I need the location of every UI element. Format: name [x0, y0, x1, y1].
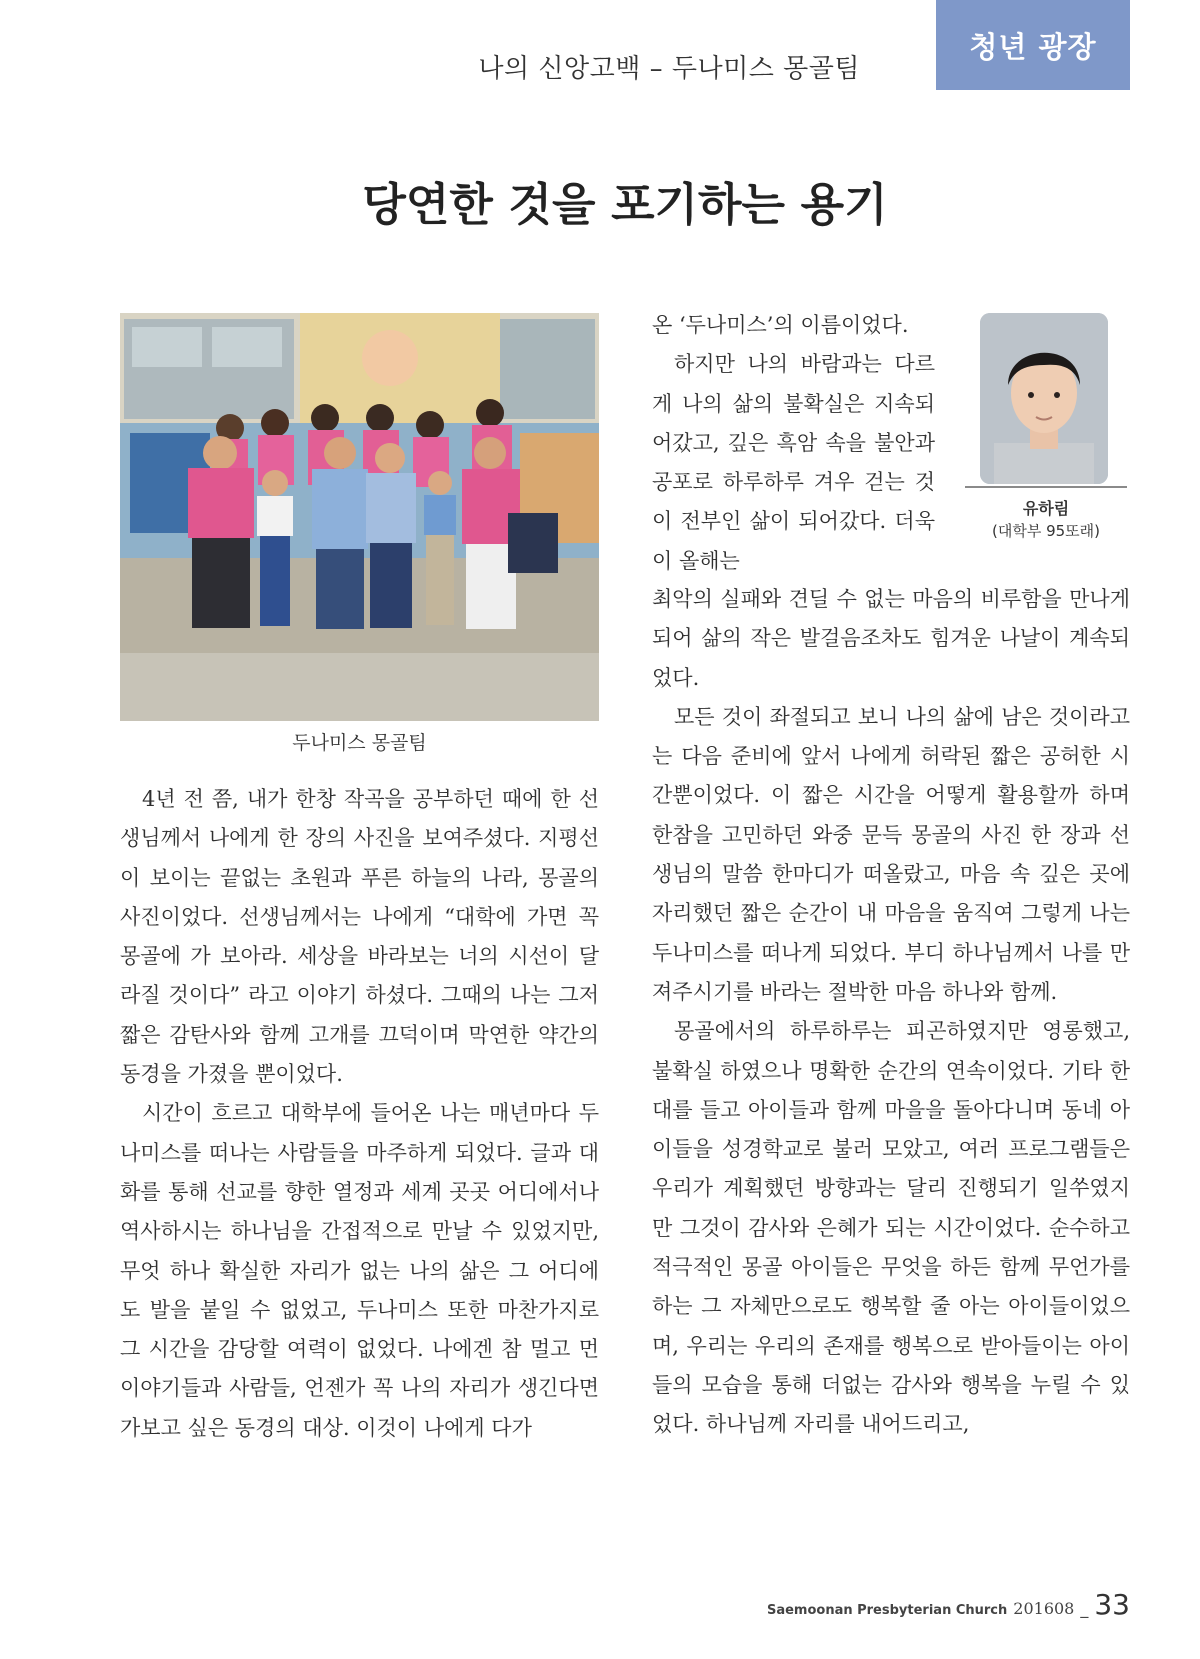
- page-footer: [767, 1588, 1130, 1621]
- page-number: 33: [1094, 1588, 1130, 1621]
- author-name: 유하림: [1022, 499, 1070, 518]
- paragraph: 최악의 실패와 견딜 수 없는 마음의 비루함을 만나게 되어 삶의 작은 발걸음조차도 힘겨운 나날이 계속되었다.: [652, 587, 1130, 690]
- section-tab: 청년 광장: [936, 0, 1130, 90]
- paragraph: 하지만 나의 바람과는 다르게 나의 삶의 불확실은 지속되어갔고, 깊은 흑암 속을 불안과 공포로 하루하루 겨우 걷는 것이 전부인 삶이 되어갔다. 더욱이 올해는: [652, 352, 935, 573]
- church-name: Saemoonan Presbyterian Church: [766, 1603, 1008, 1618]
- body-column-right-top: [652, 306, 935, 581]
- paragraph: 4년 전 쯤, 내가 한창 작곡을 공부하던 때에 한 선생님께서 나에게 한 장의 사진을 보여주셨다. 지평선이 보이는 끝없는 초원과 푸른 하늘의 나라, 몽골의 사진이었다. 선생님께서는 나에게 “대학에 가면 꼭 몽골에 가 보아라. 세상을 바라보는 너의 시선이 달라질 것이다” 라고 이야기 하셨다. 그때의 나는 그저 짧은 감탄사와 함께 고개를 끄덕이며 막연한 약간의 동경을 가졌을 뿐이었다.: [120, 787, 599, 1087]
- paragraph: 온 ‘두나미스’의 이름이었다.: [652, 313, 909, 337]
- article-title: 당연한 것을 포기하는 용기: [362, 178, 888, 231]
- author-portrait: [980, 313, 1108, 484]
- portrait-divider: [965, 486, 1127, 488]
- paragraph: 몽골에서의 하루하루는 피곤하였지만 영롱했고, 불확실 하였으나 명확한 순간의 연속이었다. 기타 한 대를 들고 아이들과 함께 마을을 돌아다니며 동네 아이들을 성경학교로 불러 모았고, 여러 프로그램들은 우리가 계획했던 방향과는 달리 진행되기 일쑤였지만 그것이 감사와 은혜가 되는 시간이었다. 순수하고 적극적인 몽골 아이들은 무엇을 하든 함께 무언가를 하는 그 자체만으로도 행복할 줄 아는 아이들이었으며, 우리는 우리의 존재를 행복으로 받아들이는 아이들의 모습을 통해 더없는 감사와 행복을 누릴 수 있었다. 하나님께 자리를 내어드리고,: [652, 1019, 1130, 1437]
- footer-separator: _: [1080, 1599, 1089, 1618]
- series-title: 나의 신앙고백 – 두나미스 몽골팀: [478, 54, 860, 84]
- body-column-left: [120, 780, 599, 1448]
- paragraph: 모든 것이 좌절되고 보니 나의 삶에 남은 것이라고는 다음 준비에 앞서 나에게 허락된 짧은 공허한 시간뿐이었다. 이 짧은 시간을 어떻게 활용할까 하며 한참을 고민하던 와중 문득 몽골의 사진 한 장과 선생님의 말씀 한마디가 떠올랐고, 마음 속 깊은 곳에 자리했던 짧은 순간이 내 마음을 움직여 그렇게 나는 두나미스를 떠나게 되었다. 부디 하나님께서 나를 만져주시기를 바라는 절박한 마음 하나와 함께.: [652, 704, 1130, 1004]
- author-affiliation: (대학부 95또래): [991, 522, 1100, 540]
- team-photo-illustration: [120, 313, 599, 721]
- paragraph: 시간이 흐르고 대학부에 들어온 나는 매년마다 두나미스를 떠나는 사람들을 마주하게 되었다. 글과 대화를 통해 선교를 향한 열정과 세계 곳곳 어디에서나 역사하시는 하나님을 간접적으로 만날 수 있었지만, 무엇 하나 확실한 자리가 없는 나의 삶은 그 어디에도 발을 붙일 수 없었고, 두나미스 또한 마찬가지로 그 시간을 감당할 여력이 없었다. 나에겐 참 멀고 먼 이야기들과 사람들, 언젠가 꼭 나의 자리가 생긴다면 가보고 싶은 동경의 대상. 이것이 나에게 다가: [120, 1101, 599, 1440]
- team-photo: [120, 313, 599, 721]
- photo-caption: 두나미스 몽골팀: [292, 732, 427, 754]
- body-column-right: [652, 580, 1130, 1445]
- issue-number: 201608: [1013, 1599, 1075, 1618]
- author-portrait-illustration: [980, 313, 1108, 484]
